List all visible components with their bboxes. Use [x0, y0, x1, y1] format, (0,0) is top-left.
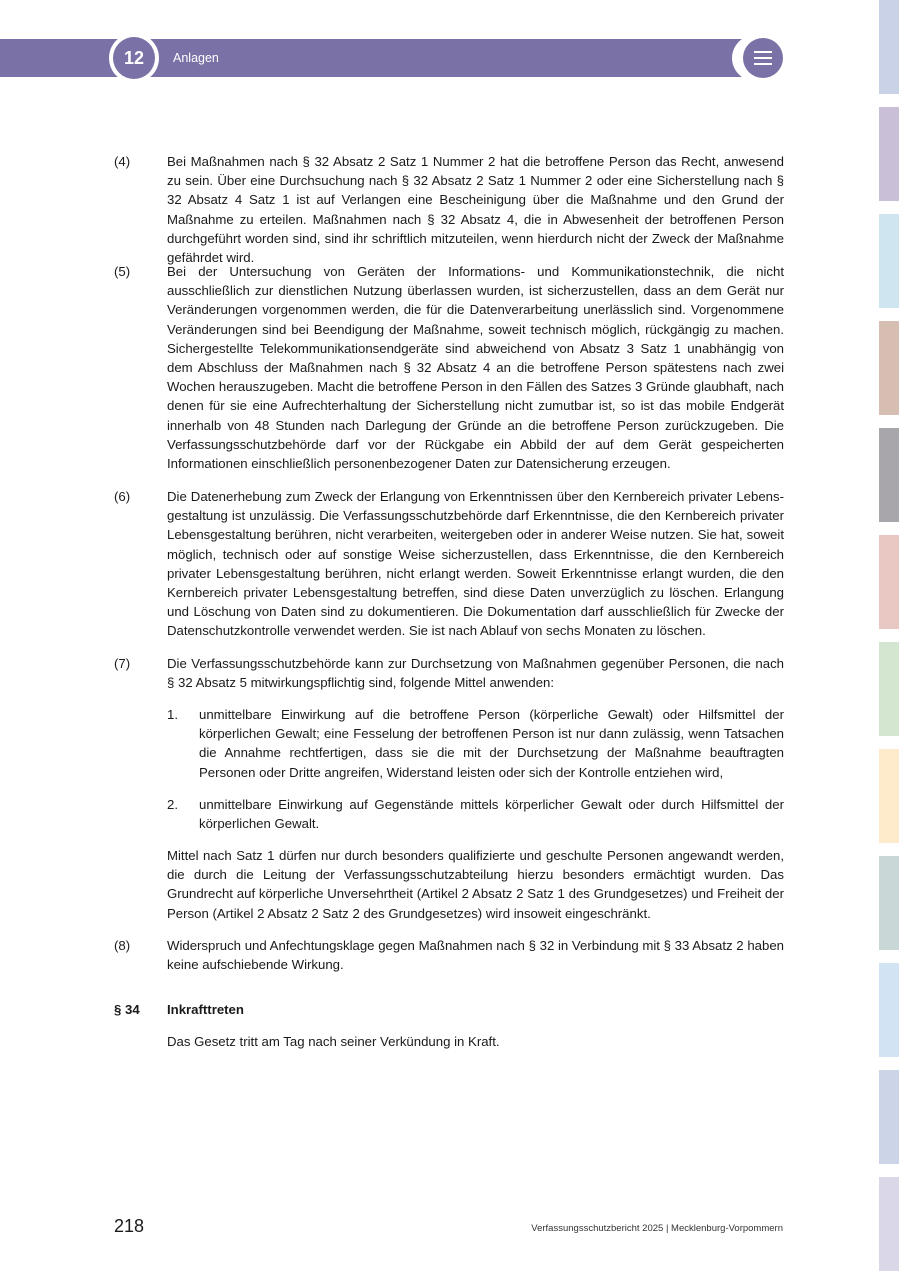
paragraph-number: (8)	[114, 938, 131, 953]
paragraph-7-continuation: Mittel nach Satz 1 dürfen nur durch besonders qualifizierte und geschulte Personen angewandt werden, die durch die Leitung der Verfassungsschutzabteilung hierzu besonders ermächtigt wurden. Das Grundrecht auf körperliche Unversehrtheit (Artikel 2 Absatz 2 Satz 1 des Grundgesetzes) und Freiheit der Person (Artikel 2 Absatz 2 Satz 2 des Grundgesetzes) wird insoweit eingeschränkt.	[167, 848, 784, 921]
list-item-text: unmittelbare Einwirkung auf die betroffene Person (körperliche Gewalt) oder Hilfsmittel der körperlichen Gewalt; eine Fesselung der betroffenen Person ist nur dann zulässig, wenn Tatsachen die Annahme rechtfertigen, dass sie die mit der Durchsetzung der Maßnahme beauftragten Personen oder Dritte angreifen, Widerstand leisten oder sich der Kontrolle entziehen wird,	[199, 707, 784, 780]
paragraph-text: Widerspruch und Anfechtungsklage gegen Maßnahmen nach § 32 in Verbindung mit § 33 Absatz 2 haben keine aufschiebende Wirkung.	[167, 938, 784, 973]
list-item-number: 2.	[167, 797, 178, 812]
side-tab[interactable]	[879, 428, 899, 522]
section-number: § 34	[114, 1002, 140, 1017]
paragraph-number: (6)	[114, 489, 131, 504]
section-title: Inkrafttreten	[167, 1002, 244, 1017]
chapter-badge	[109, 33, 159, 83]
side-tab[interactable]	[879, 642, 899, 736]
side-tab[interactable]	[879, 856, 899, 950]
paragraph-7	[114, 654, 784, 692]
side-tab[interactable]	[879, 749, 899, 843]
paragraph-number: (5)	[114, 264, 131, 279]
menu-button[interactable]	[743, 38, 783, 78]
side-tab[interactable]	[879, 214, 899, 308]
side-tab[interactable]	[879, 107, 899, 201]
paragraph-number: (7)	[114, 656, 131, 671]
paragraph-text: Bei der Untersuchung von Geräten der Informations- und Kommunikationstechnik, die nicht ausschließlich zur dienstlichen Nutzung überlassen wurden, ist sicherzustellen, dass an dem Gerät nur Veränderungen vorgenommen werden, die für die Datenverarbeitung unerlässlich sind. Vorgenommene Veränderungen sind bei Beendigung der Maßnahme, soweit technisch möglich, rückgängig zu machen. Sichergestellte Telekommunikationsendgeräte sind abweichend von Absatz 3 Satz 1 unabhängig von dem Abschluss der Maßnahmen nach § 32 Absatz 4 an die betroffene Person spätestens nach zwei Wochen herauszugeben. Macht die betroffene Person in den Fällen des Satzes 3 Gründe glaubhaft, nach denen für sie eine Aufrechterhaltung der Sicherstellung nicht zumutbar ist, so ist das mobile Endgerät innerhalb von 48 Stunden nach Darlegung der Gründe an die betroffene Person zurückzugeben. Die Verfassungsschutzbehörde darf vor der Rückgabe ein Abbild der auf dem Gerät gespeicherten Informationen einschließlich personenbezogener Daten zur Datensicherung erzeugen.	[167, 264, 784, 472]
footer-text: Verfassungsschutzbericht 2025 | Mecklenburg-Vorpommern	[531, 1223, 783, 1234]
paragraph-8	[114, 936, 784, 974]
side-tab[interactable]	[879, 321, 899, 415]
paragraph-4	[114, 152, 784, 267]
paragraph-6	[114, 487, 784, 641]
paragraph-text: Bei Maßnahmen nach § 32 Absatz 2 Satz 1 Nummer 2 hat die betroffene Person das Recht, anwesend zu sein. Über eine Durchsuchung nach § 32 Absatz 2 Satz 1 Nummer 2 oder eine Sicherstellung nach § 32 Absatz 4 Satz 1 ist auf Verlangen eine Bescheinigung über die Maßnahme und den Grund der Maßnahme zu erteilen. Maßnahmen nach § 32 Absatz 4, die in Abwesenheit der betroffenen Person durchgeführt worden sind, sind ihr schriftlich mitzuteilen, wenn hierdurch nicht der Zweck der Maßnahme gefährdet wird.	[167, 154, 784, 266]
paragraph-text: Die Datenerhebung zum Zweck der Erlangung von Erkenntnissen über den Kernbereich privater Lebensgestaltung ist unzulässig. Die Verfassungsschutzbehörde darf Erkenntnisse, die den Kernbereich privater Lebensgestaltung berühren, nicht verarbeiten, weitergeben oder in anderer Weise nutzen. Sie hat, soweit möglich, technisch oder auf sonstige Weise sicherzustellen, dass Erkenntnisse, die den Kernbereich privater Lebensgestaltung berühren, nicht erlangt werden. Soweit Erkenntnisse erlangt wurden, die den Kernbereich privater Lebensgestaltung betreffen, sind diese Daten unverzüglich zu löschen. Erlangung und Löschung von Daten sind zu dokumentieren. Die Dokumentation darf ausschließlich für Zwecke der Datenschutzkontrolle verwendet werden. Sie ist nach Ablauf von sechs Monaten zu löschen.	[167, 489, 784, 639]
list-item-text: unmittelbare Einwirkung auf Gegenstände mittels körperlicher Gewalt oder durch Hilfsmittel der körperlichen Gewalt.	[199, 797, 784, 832]
side-tab[interactable]	[879, 1070, 899, 1164]
paragraph-text: Die Verfassungsschutzbehörde kann zur Durchsetzung von Maßnahmen gegenüber Personen, die nach § 32 Absatz 5 mitwirkungspflichtig sind, folgende Mittel anwenden:	[167, 656, 784, 691]
section-text: Das Gesetz tritt am Tag nach seiner Verkündung in Kraft.	[167, 1034, 500, 1049]
list-item-number: 1.	[167, 707, 178, 722]
side-tab[interactable]	[879, 963, 899, 1057]
chapter-title: Anlagen	[173, 51, 219, 65]
page-number: 218	[114, 1216, 145, 1236]
paragraph-number: (4)	[114, 154, 131, 169]
side-tab[interactable]	[879, 1177, 899, 1271]
chapter-number: 12	[113, 37, 155, 79]
list-item	[167, 795, 784, 833]
side-tab[interactable]	[879, 535, 899, 629]
paragraph-5	[114, 262, 784, 473]
list-item	[167, 705, 784, 782]
side-tab[interactable]	[879, 0, 899, 94]
